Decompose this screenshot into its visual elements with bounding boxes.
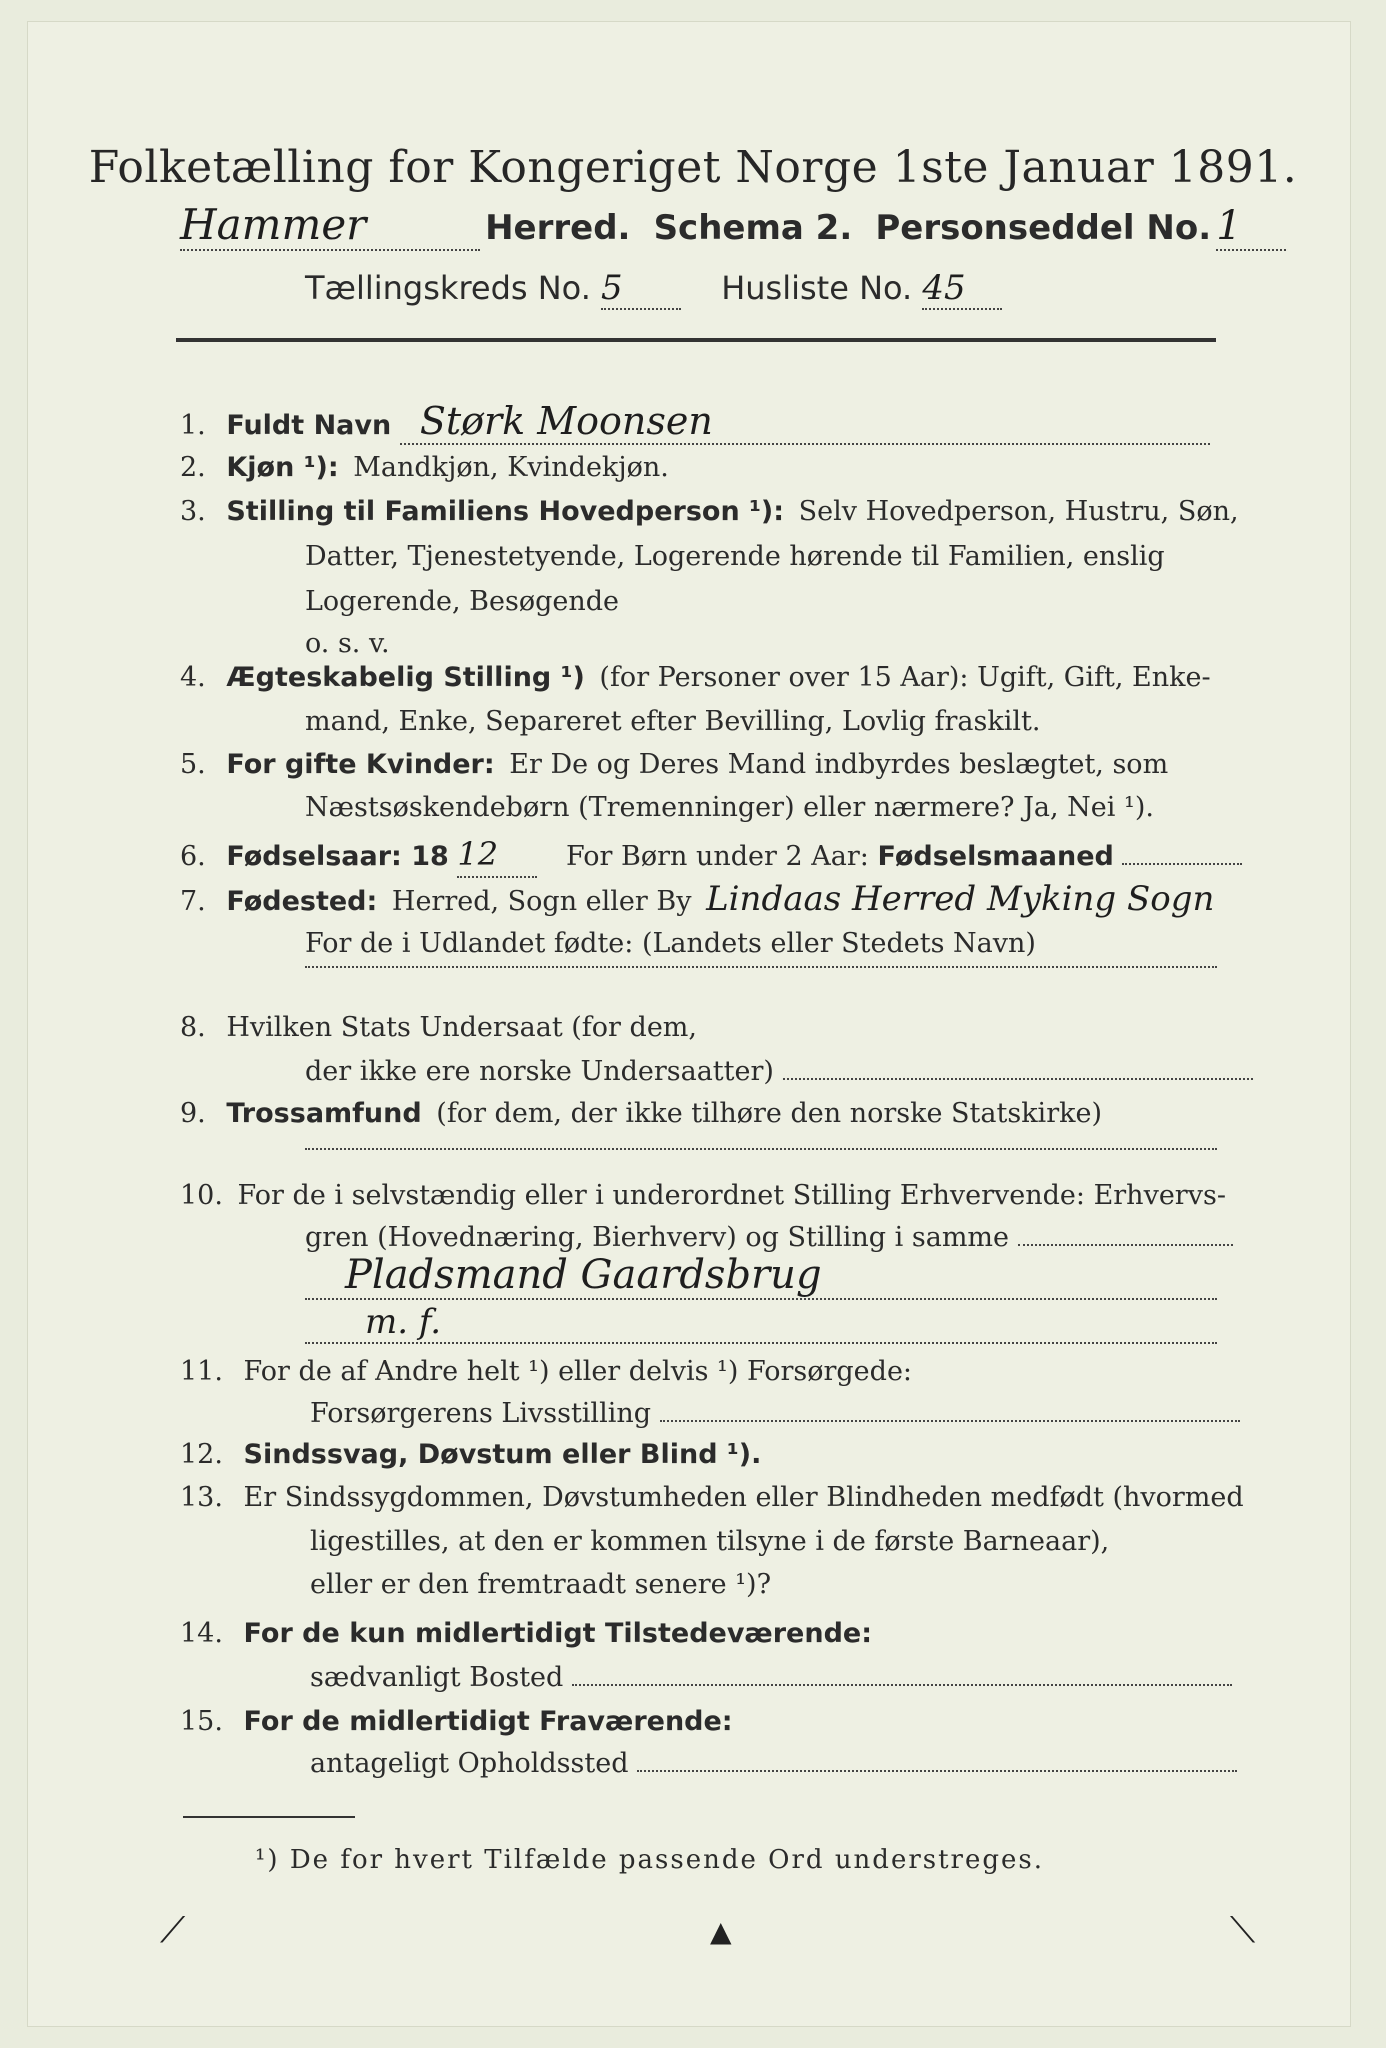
item-num: 14.: [180, 1618, 223, 1649]
item-num: 3.: [180, 496, 206, 527]
item-num: 9.: [180, 1098, 206, 1129]
usual-residence-field: [572, 1664, 1232, 1686]
citizenship-field: [783, 1058, 1253, 1080]
citizenship-row-2: [305, 1050, 1253, 1093]
item-label: Fuldt Navn: [226, 410, 392, 441]
item-5: [180, 743, 1168, 786]
provider-field: [660, 1400, 1240, 1422]
item-num: 6.: [180, 841, 206, 872]
usual-residence-label: sædvanligt Bosted: [310, 1662, 564, 1693]
husliste-label: Husliste No.: [721, 269, 913, 307]
item-12: [180, 1433, 761, 1476]
personseddel-label: Personseddel No.: [875, 208, 1212, 248]
temporary-absent-row-2: [310, 1742, 1237, 1785]
religion-hint: (for dem, der ikke tilhøre den norske Statskirke): [436, 1098, 1102, 1129]
item-15: [180, 1700, 733, 1743]
item-10: [180, 1174, 1226, 1217]
schema-label: Schema 2.: [653, 208, 853, 248]
full-name-value: Størk Moonsen: [400, 400, 1210, 445]
item-13: [180, 1476, 1244, 1519]
foreign-birthplace-field: [305, 966, 1217, 968]
birth-month-field: [1122, 843, 1242, 865]
relation-options-2: Datter, Tjenestetyende, Logerende hørende til Familien, enslig: [305, 541, 1165, 572]
herred-value: Hammer: [180, 200, 480, 251]
item-num: 13.: [180, 1482, 223, 1513]
marital-options-2: mand, Enke, Separeret efter Bevilling, Lovlig fraskilt.: [305, 706, 1041, 737]
header-rule: [176, 338, 1216, 342]
temporary-present-row-2: [310, 1656, 1232, 1699]
kinship-question: Er De og Deres Mand indbyrdes beslægtet, som: [509, 749, 1169, 780]
probable-stay-field: [637, 1750, 1237, 1772]
temporary-present-label: For de kun midlertidigt Tilstedeværende:: [243, 1618, 873, 1649]
occupation-value-2: m. f.: [365, 1302, 442, 1342]
marital-options: (for Personer over 15 Aar): Ugift, Gift, Enke-: [599, 662, 1211, 693]
item-num: 1.: [180, 410, 206, 441]
disability-label: Sindssvag, Døvstum eller Blind ¹).: [243, 1439, 762, 1470]
relation-options-4: o. s. v.: [305, 628, 390, 659]
birth-month-label: Fødselsmaaned: [877, 841, 1114, 872]
probable-stay-label: antageligt Opholdssted: [310, 1748, 629, 1779]
item-14: [180, 1612, 872, 1655]
relation-options: Selv Hovedperson, Hustru, Søn,: [798, 496, 1239, 527]
provided-row-2: [310, 1392, 1240, 1435]
birthplace-hint: Herred, Sogn eller By: [391, 886, 692, 917]
item-7: [180, 878, 1214, 923]
item-2: [180, 446, 669, 489]
center-mark-icon: ▲: [710, 1915, 732, 1948]
item-num: 10.: [180, 1180, 223, 1211]
citizenship-question-2: der ikke ere norske Undersaatter): [305, 1056, 774, 1087]
item-label: Trossamfund: [226, 1098, 422, 1129]
item-11: [180, 1350, 912, 1393]
provider-label: Forsørgerens Livsstilling: [310, 1398, 652, 1429]
item-num: 8.: [180, 1012, 206, 1043]
under-two-label: For Børn under 2 Aar:: [566, 841, 869, 872]
item-label: Fødested:: [226, 886, 378, 917]
occupation-value: Pladsmand Gaardsbrug: [345, 1252, 822, 1298]
temporary-absent-label: For de midlertidigt Fraværende:: [243, 1706, 733, 1737]
item-6: [180, 833, 1242, 878]
foreign-birthplace-hint: For de i Udlandet fødte: (Landets eller Stedets Navn): [305, 928, 1036, 959]
occupation-question: For de i selvstændig eller i underordnet Stilling Erhvervende: Erhvervs-: [237, 1180, 1226, 1211]
herred-label: Herred.: [485, 208, 631, 248]
item-num: 5.: [180, 749, 206, 780]
item-9: [180, 1092, 1102, 1135]
footnote-rule: [183, 1816, 355, 1818]
personseddel-value: 1: [1216, 203, 1286, 251]
congenital-question-3: eller er den fremtraadt senere ¹)?: [310, 1569, 772, 1600]
birth-year-value: 12: [457, 833, 537, 878]
kreds-value: 5: [601, 268, 681, 310]
occupation-field-1: [305, 1252, 1217, 1300]
provided-question: For de af Andre helt ¹) eller delvis ¹) Forsørgede:: [243, 1356, 913, 1387]
item-1: [180, 400, 1210, 447]
corner-mark-right-icon: ⟍: [1230, 1910, 1256, 1951]
item-num: 15.: [180, 1706, 223, 1737]
occupation-dots: [1018, 1224, 1233, 1246]
item-label: Ægteskabelig Stilling ¹): [226, 662, 585, 693]
item-3: [180, 490, 1239, 533]
item-num: 12.: [180, 1439, 223, 1470]
item-label: Kjøn ¹):: [226, 452, 339, 483]
sex-options: Mandkjøn, Kvindekjøn.: [353, 452, 669, 483]
item-num: 4.: [180, 662, 206, 693]
item-label: For gifte Kvinder:: [226, 749, 495, 780]
item-label: Stilling til Familiens Hovedperson ¹):: [226, 496, 785, 527]
kinship-question-2: Næstsøskendebørn (Tremenninger) eller nærmere? Ja, Nei ¹).: [305, 792, 1154, 823]
item-label: Fødselsaar: 18: [226, 841, 449, 872]
form-title: Folketælling for Kongeriget Norge 1ste Januar 1891.: [88, 142, 1298, 193]
item-num: 2.: [180, 452, 206, 483]
congenital-question: Er Sindssygdommen, Døvstumheden eller Blindheden medfødt (hvormed: [243, 1482, 1244, 1513]
item-4: [180, 656, 1211, 699]
corner-mark-icon: ⟋: [160, 1910, 186, 1951]
item-num: 7.: [180, 886, 206, 917]
occupation-field-2: [305, 1302, 1217, 1344]
kreds-label: Tællingskreds No.: [305, 269, 591, 307]
citizenship-question: Hvilken Stats Undersaat (for dem,: [226, 1012, 697, 1043]
item-num: 11.: [180, 1356, 223, 1387]
religion-field: [305, 1148, 1217, 1150]
relation-options-3: Logerende, Besøgende: [305, 586, 619, 617]
birthplace-value: Lindaas Herred Myking Sogn: [706, 879, 1215, 919]
husliste-value: 45: [922, 268, 1002, 310]
occupation-question-2: gren (Hovednæring, Bierhverv) og Stilling i samme: [305, 1222, 1010, 1253]
item-8: [180, 1006, 697, 1049]
kreds-line: [305, 268, 1002, 310]
herred-line: [180, 200, 1286, 251]
footnote: ¹) De for hvert Tilfælde passende Ord understreges.: [255, 1845, 1045, 1875]
congenital-question-2: ligestilles, at den er kommen tilsyne i de første Barneaar),: [310, 1526, 1110, 1557]
